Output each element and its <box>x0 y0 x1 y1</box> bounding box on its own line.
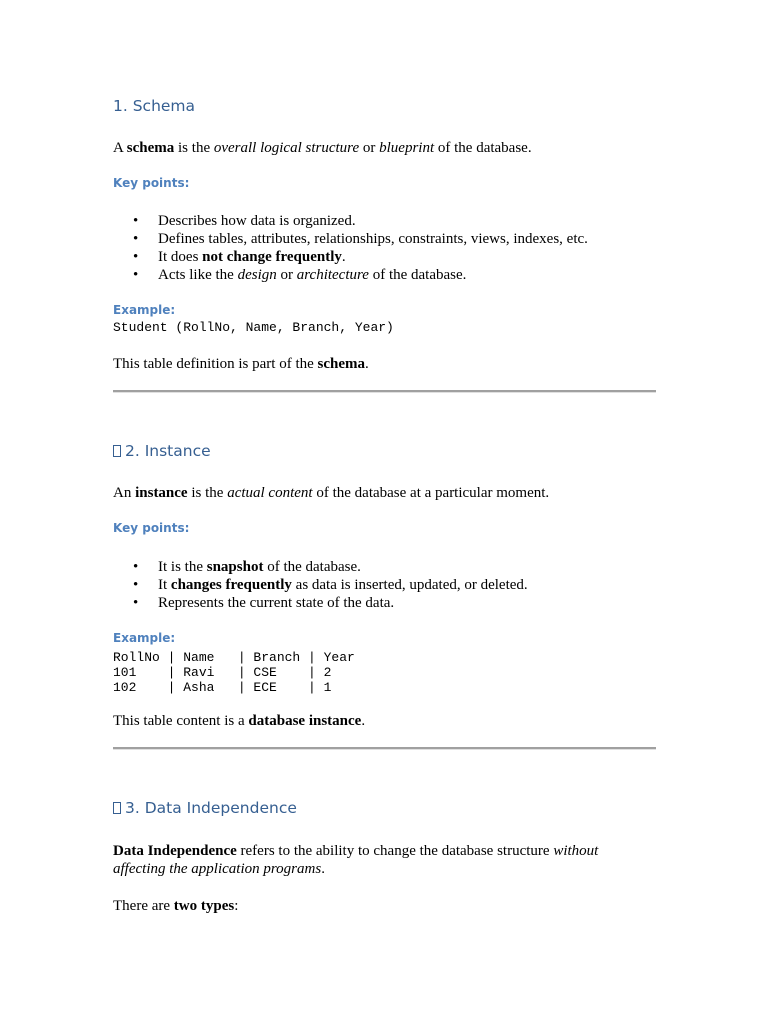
instance-example-table: RollNo | Name | Branch | Year 101 | Ravi | CSE | 2 102 | Asha | ECE | 1 <box>113 650 355 695</box>
section-heading-schema: 1. Schema <box>113 97 196 115</box>
instance-key-points-list <box>113 558 528 612</box>
horizontal-rule <box>113 390 656 393</box>
missing-glyph-icon <box>113 445 121 457</box>
list-item: • It is the snapshot of the database. <box>113 558 528 576</box>
list-item: • Defines tables, attributes, relationships, constraints, views, indexes, etc. <box>113 230 588 248</box>
schema-definition: A schema is the overall logical structure or blueprint of the database. <box>113 140 532 156</box>
list-item: • Represents the current state of the data. <box>113 594 528 612</box>
example-label: Example: <box>113 631 176 645</box>
data-independence-definition: Data Independence refers to the ability to change the database structure without affecting the application programs. <box>113 843 599 877</box>
list-item: • It changes frequently as data is inserted, updated, or deleted. <box>113 576 528 594</box>
key-points-label: Key points: <box>113 176 190 190</box>
schema-example-code: Student (RollNo, Name, Branch, Year) <box>113 320 394 335</box>
instance-definition: An instance is the actual content of the database at a particular moment. <box>113 485 550 501</box>
example-label: Example: <box>113 303 176 317</box>
data-independence-types-intro: There are two types: <box>113 898 239 914</box>
schema-key-points-list <box>113 212 588 284</box>
list-item: • Describes how data is organized. <box>113 212 588 230</box>
list-item: • Acts like the design or architecture of the database. <box>113 266 588 284</box>
missing-glyph-icon <box>113 802 121 814</box>
list-item: • It does not change frequently. <box>113 248 588 266</box>
section-heading-data-independence: 3. Data Independence <box>113 799 297 817</box>
instance-conclusion: This table content is a database instance. <box>113 713 366 729</box>
horizontal-rule <box>113 747 656 750</box>
key-points-label: Key points: <box>113 521 190 535</box>
section-heading-instance: 2. Instance <box>113 442 211 460</box>
schema-conclusion: This table definition is part of the schema. <box>113 356 369 372</box>
